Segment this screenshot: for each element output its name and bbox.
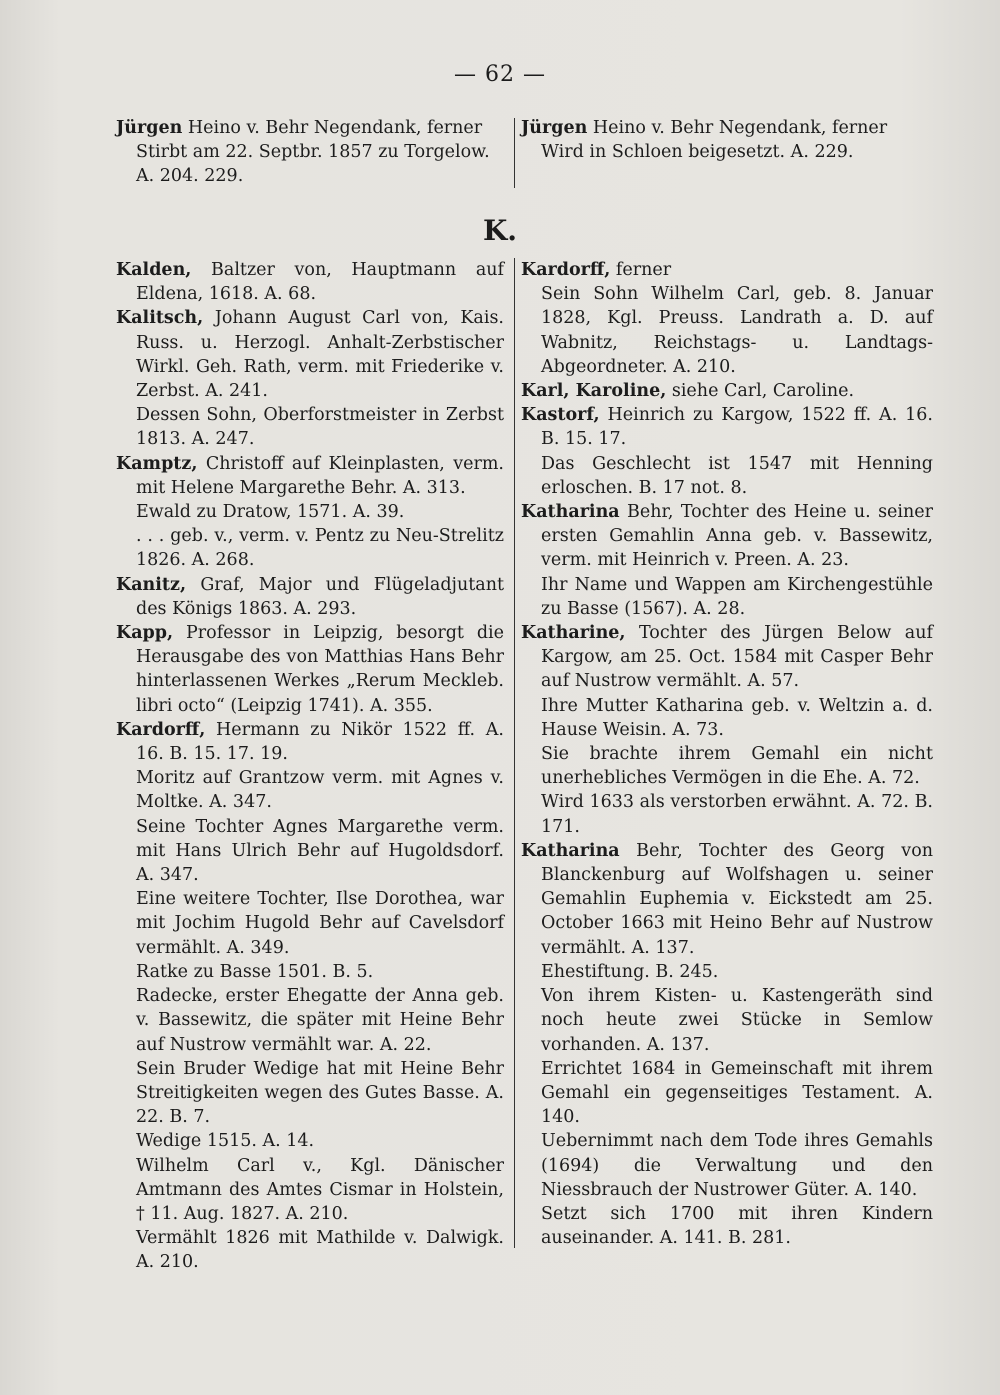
entry-line: A. 204. 229.: [136, 166, 244, 187]
entry-text: ferner: [610, 260, 672, 280]
index-subentry: Ratke zu Basse 1501. B. 5.: [136, 961, 374, 982]
index-entry: [521, 621, 933, 694]
column-divider: [514, 258, 515, 1248]
index-entry: [521, 403, 933, 451]
entry-heading-line: [116, 116, 504, 140]
index-subentry: . . . geb. v., verm. v. Pentz zu Neu-Strelitz 1826. A. 268.: [136, 526, 504, 571]
entry-text: Tochter des Jürgen Below auf Kargow, am 25. Oct. 1584 mit Casper Behr auf Nustrow vermählt. A. 57.: [541, 623, 933, 692]
entry-head: Kamptz,: [116, 453, 198, 474]
entry-head: Kalden,: [116, 260, 192, 280]
left-column: [116, 258, 504, 1275]
page-number: — 62 —: [454, 62, 546, 87]
index-entry: [116, 573, 504, 621]
entry-text: Baltzer von, Hauptmann auf Eldena, 1618. A. 68.: [136, 260, 504, 305]
entry-line: Wird in Schloen beigesetzt. A. 229.: [541, 142, 854, 163]
index-subentry: Sein Bruder Wedige hat mit Heine Behr Streitigkeiten wegen des Gutes Basse. A. 22. B. 7.: [136, 1058, 504, 1128]
index-subentry: Vermählt 1826 mit Mathilde v. Dalwigk. A. 210.: [136, 1228, 504, 1273]
index-subentry: Moritz auf Grantzow verm. mit Agnes v. Moltke. A. 347.: [136, 768, 504, 813]
entry-text: Heinrich zu Kargow, 1522 ff. A. 16. B. 15. 17.: [541, 405, 933, 450]
entry-head: Kapp,: [116, 623, 174, 644]
index-entry: [521, 839, 933, 960]
top-left-entry: [116, 116, 504, 189]
entry-head: Jürgen: [116, 118, 183, 138]
index-subentry: Wilhelm Carl v., Kgl. Dänischer Amtmann des Amtes Cismar in Holstein, † 11. Aug. 1827. A. 210.: [136, 1155, 504, 1224]
entry-heading-line: [521, 116, 933, 140]
index-subentry: Sein Sohn Wilhelm Carl, geb. 8. Januar 1828, Kgl. Preuss. Landrath a. D. auf Wabnitz, Reichstags- u. Landtags-Abgeordneter. A. 210.: [541, 284, 933, 377]
index-subentry: Dessen Sohn, Oberforstmeister in Zerbst 1813. A. 247.: [136, 405, 504, 450]
column-divider: [514, 118, 515, 188]
index-subentry: Uebernimmt nach dem Tode ihres Gemahls (1694) die Verwaltung und den Niessbrauch der Nustrower Güter. A. 140.: [541, 1131, 933, 1200]
index-subentry: Ewald zu Dratow, 1571. A. 39.: [136, 502, 405, 523]
entry-text: Johann August Carl von, Kais. Russ. u. Herzogl. Anhalt-Zerbstischer Wirkl. Geh. Rath, verm. mit Friederike v. Zerbst. A. 241.: [136, 308, 504, 402]
entry-text: Heino v. Behr Negendank, ferner: [587, 118, 888, 138]
index-entry: [116, 718, 504, 766]
entry-head: Katharina: [521, 502, 620, 523]
entry-text: siehe Carl, Caroline.: [666, 381, 855, 402]
index-entry: [521, 500, 933, 573]
index-subentry: Ehestiftung. B. 245.: [541, 961, 719, 982]
index-subentry: Seine Tochter Agnes Margarethe verm. mit Hans Ulrich Behr auf Hugoldsdorf. A. 347.: [136, 816, 504, 886]
entry-head: Katharina: [521, 840, 620, 861]
index-entry: [116, 621, 504, 718]
entry-head: Kardorff,: [116, 719, 206, 740]
index-subentry: Wedige 1515. A. 14.: [136, 1131, 315, 1152]
entry-line: Stirbt am 22. Septbr. 1857 zu Torgelow.: [136, 142, 490, 163]
index-entry: [116, 452, 504, 500]
index-subentry: Radecke, erster Ehegatte der Anna geb. v. Bassewitz, die später mit Heine Behr auf Nustrow vermählt war. A. 22.: [136, 986, 504, 1055]
entry-head: Jürgen: [521, 118, 588, 138]
entry-text: Christoff auf Kleinplasten, verm. mit Helene Margarethe Behr. A. 313.: [136, 453, 504, 498]
entry-text: Professor in Leipzig, besorgt die Herausgabe des von Matthias Hans Behr hinterlassenen Werkes „Rerum Meckleb. libri octo“ (Leipzig 1741). A. 355.: [136, 623, 504, 716]
index-subentry: Errichtet 1684 in Gemeinschaft mit ihrem Gemahl ein gegenseitiges Testament. A. 140.: [541, 1058, 933, 1128]
index-subentry: Wird 1633 als verstorben erwähnt. A. 72. B. 171.: [541, 792, 933, 837]
entry-text: Behr, Tochter des Heine u. seiner ersten Gemahlin Anna geb. v. Bassewitz, verm. mit Heinrich v. Preen. A. 23.: [541, 502, 933, 571]
entry-head: Kalitsch,: [116, 308, 204, 329]
right-column: [521, 258, 933, 1250]
index-subentry: Von ihrem Kisten- u. Kastengeräth sind noch heute zwei Stücke in Semlow vorhanden. A. 137.: [541, 986, 933, 1055]
index-subentry: Das Geschlecht ist 1547 mit Henning erloschen. B. 17 not. 8.: [541, 453, 933, 498]
index-entry: [521, 258, 933, 282]
index-subentry: Sie brachte ihrem Gemahl ein nicht unerhebliches Vermögen in die Ehe. A. 72.: [541, 744, 933, 789]
index-entry: [521, 379, 933, 403]
top-right-entry: [521, 116, 933, 164]
entry-head: Katharine,: [521, 623, 626, 644]
index-subentry: Ihr Name und Wappen am Kirchengestühle zu Basse (1567). A. 28.: [541, 574, 933, 619]
entry-text: Heino v. Behr Negendank, ferner: [182, 118, 483, 138]
index-subentry: Eine weitere Tochter, Ilse Dorothea, war mit Jochim Hugold Behr auf Cavelsdorf vermählt. A. 349.: [136, 889, 504, 958]
section-letter-heading: K.: [482, 214, 518, 247]
entry-head: Karl, Karoline,: [521, 381, 667, 402]
index-entry: [116, 258, 504, 306]
index-entry: [116, 306, 504, 403]
index-subentry: Setzt sich 1700 mit ihren Kindern auseinander. A. 141. B. 281.: [541, 1203, 933, 1249]
entry-head: Kastorf,: [521, 405, 600, 426]
index-subentry: Ihre Mutter Katharina geb. v. Weltzin a. d. Hause Weisin. A. 73.: [541, 695, 933, 740]
entry-text: Graf, Major und Flügeladjutant des Königs 1863. A. 293.: [136, 574, 504, 619]
entry-text: Hermann zu Nikör 1522 ff. A. 16. B. 15. 17. 19.: [136, 719, 504, 765]
entry-head: Kanitz,: [116, 574, 187, 595]
entry-text: Behr, Tochter des Georg von Blanckenburg auf Wolfshagen u. seiner Gemahlin Euphemia v. Eickstedt am 25. October 1663 mit Heino Behr auf Nustrow vermählt. A. 137.: [541, 840, 933, 958]
entry-head: Kardorff,: [521, 260, 611, 280]
